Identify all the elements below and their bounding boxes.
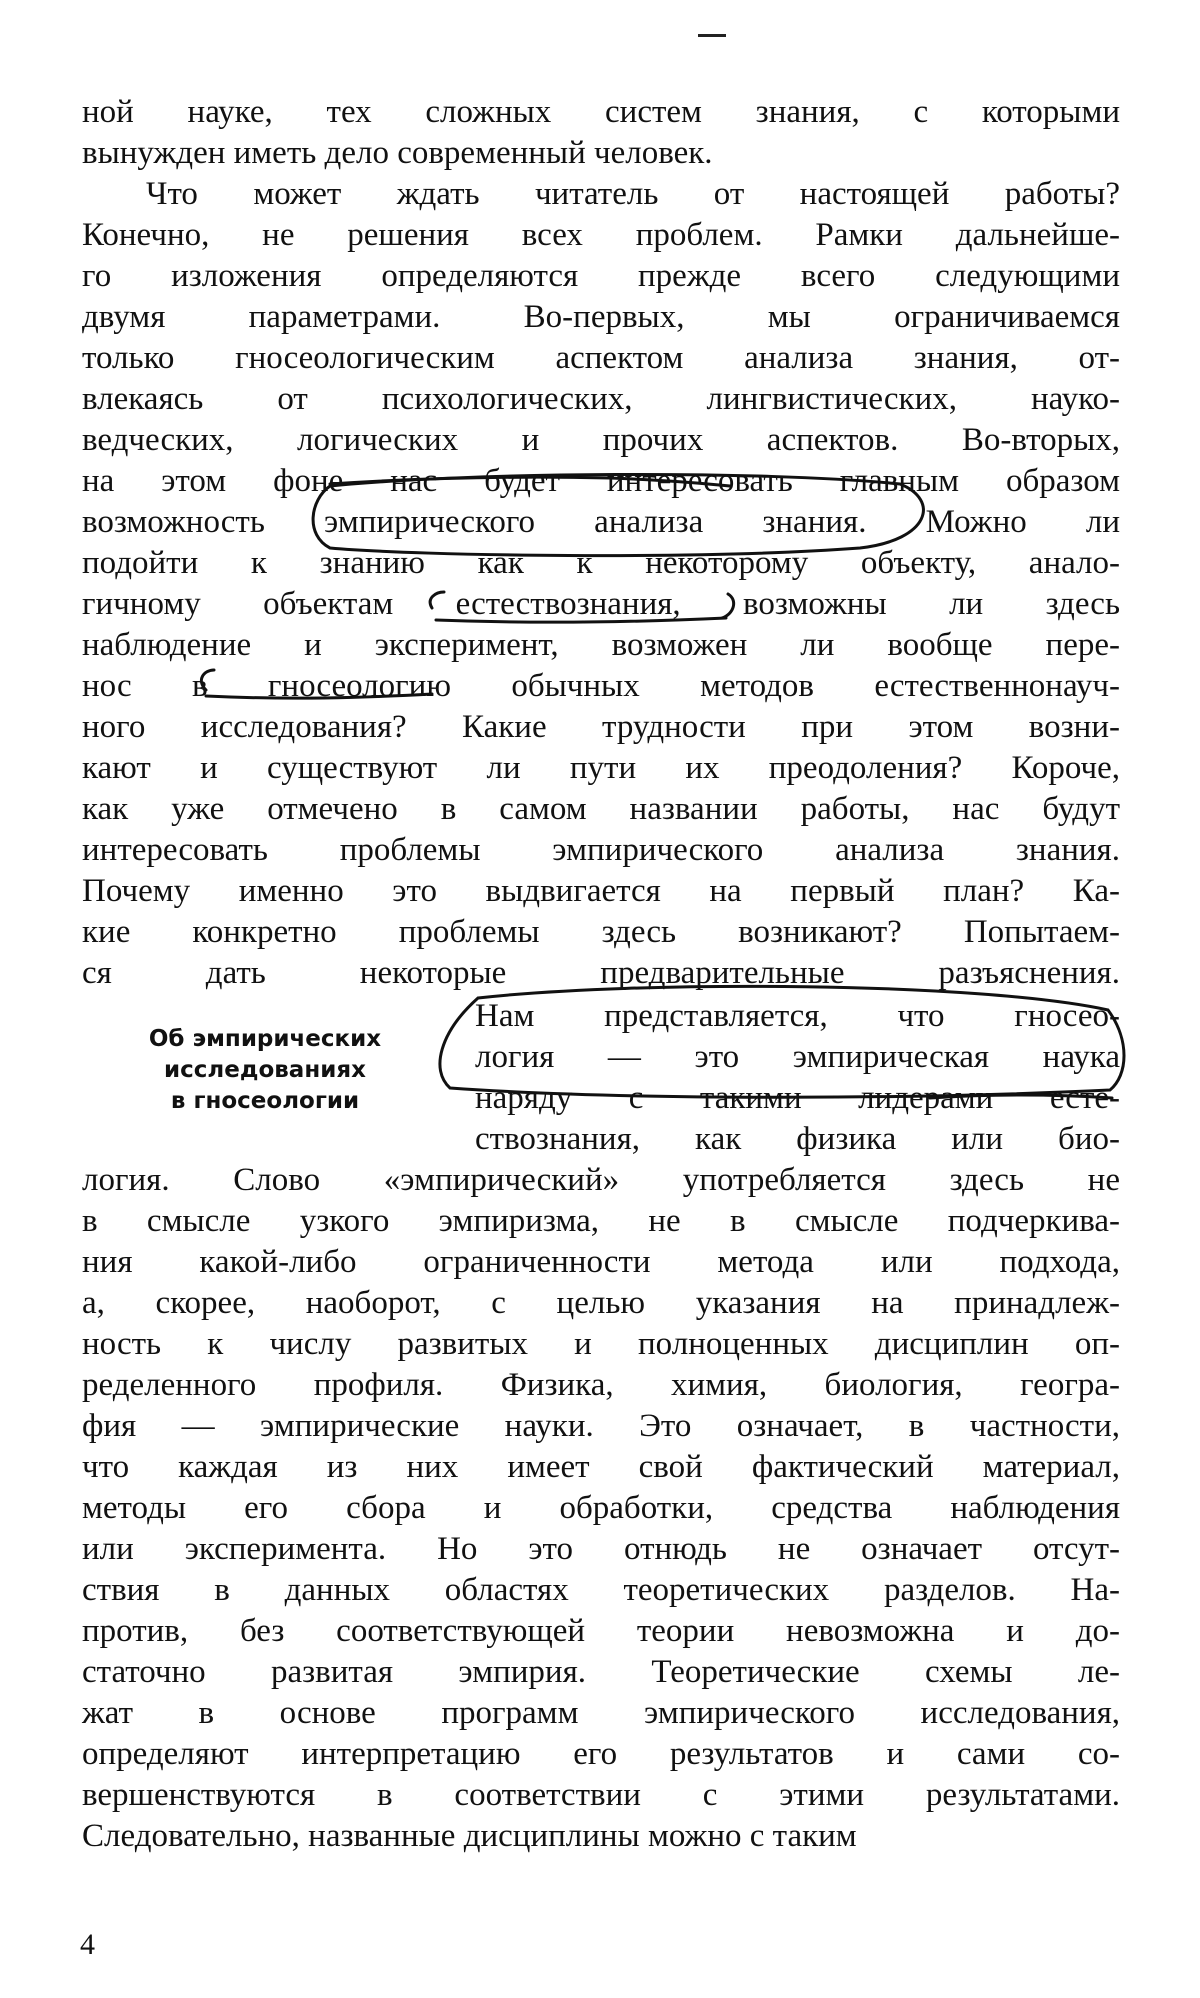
- text-line: как уже отмечено в самом названии работы, нас будут: [82, 791, 1120, 827]
- text-line: логия. Слово «эмпирический» употребляется здесь не: [82, 1162, 1120, 1198]
- text-line: подойти к знанию как к некоторому объекту, анало-: [82, 545, 1120, 581]
- text-line: в смысле узкого эмпиризма, не в смысле подчеркива-: [82, 1203, 1120, 1239]
- text-line: вершенствуются в соответствии с этими результатами.: [82, 1777, 1120, 1813]
- text-line: Конечно, не решения всех проблем. Рамки дальнейше-: [82, 217, 1120, 253]
- text-line: вынужден иметь дело современный человек.: [82, 135, 713, 171]
- text-line: ределенного профиля. Физика, химия, биология, геогра-: [82, 1367, 1120, 1403]
- text-line: только гносеологическим аспектом анализа знания, от-: [82, 340, 1120, 376]
- text-line: Что может ждать читатель от настоящей работы?: [146, 176, 1120, 212]
- side-heading-line: в гносеологии: [170, 1088, 360, 1114]
- text-line: определяют интерпретацию его результатов и сами со-: [82, 1736, 1120, 1772]
- text-line: ния какой-либо ограниченности метода или подхода,: [82, 1244, 1120, 1280]
- text-line: ного исследования? Какие трудности при этом возни-: [82, 709, 1120, 745]
- header-dash: [698, 34, 726, 37]
- text-line: кают и существуют ли пути их преодоления? Короче,: [82, 750, 1120, 786]
- text-line: наблюдение и эксперимент, возможен ли вообще пере-: [82, 627, 1120, 663]
- text-line: наряду с такими лидерами есте-: [475, 1080, 1120, 1116]
- text-line: двумя параметрами. Во-первых, мы ограничиваемся: [82, 299, 1120, 335]
- side-heading-line: Об эмпирических: [148, 1026, 382, 1052]
- side-heading-line: исследованиях: [164, 1057, 366, 1083]
- text-line: жат в основе программ эмпирического исследования,: [82, 1695, 1120, 1731]
- text-line: а, скорее, наоборот, с целью указания на принадлеж-: [82, 1285, 1120, 1321]
- text-line: ствия в данных областях теоретических разделов. На-: [82, 1572, 1120, 1608]
- text-line: гичному объектам естествознания, возможны ли здесь: [82, 586, 1120, 622]
- text-line: влекаясь от психологических, лингвистических, науко-: [82, 381, 1120, 417]
- text-line: ствознания, как физика или био-: [475, 1121, 1120, 1157]
- text-line: возможность эмпирического анализа знания. Можно ли: [82, 504, 1120, 540]
- page-number: 4: [80, 1928, 95, 1961]
- text-line: ность к числу развитых и полноценных дисциплин оп-: [82, 1326, 1120, 1362]
- text-line: логия — это эмпирическая наука: [475, 1039, 1120, 1075]
- text-line: ся дать некоторые предварительные разъяснения.: [82, 955, 1120, 991]
- text-line: или эксперимента. Но это отнюдь не означает отсут-: [82, 1531, 1120, 1567]
- text-line: что каждая из них имеет свой фактический материал,: [82, 1449, 1120, 1485]
- text-line: ной науке, тех сложных систем знания, с которыми: [82, 94, 1120, 130]
- text-line: статочно развитая эмпирия. Теоретические схемы ле-: [82, 1654, 1120, 1690]
- text-line: Следовательно, названные дисциплины можно с таким: [82, 1818, 857, 1854]
- text-line: фия — эмпирические науки. Это означает, в частности,: [82, 1408, 1120, 1444]
- text-line: методы его сбора и обработки, средства наблюдения: [82, 1490, 1120, 1526]
- text-line: ведческих, логических и прочих аспектов. Во-вторых,: [82, 422, 1120, 458]
- text-line: на этом фоне нас будет интересовать главным образом: [82, 463, 1120, 499]
- text-line: интересовать проблемы эмпирического анализа знания.: [82, 832, 1120, 868]
- text-line: против, без соответствующей теории невозможна и до-: [82, 1613, 1120, 1649]
- text-line: Нам представляется, что гносео-: [475, 998, 1120, 1034]
- side-heading: [100, 1024, 430, 1117]
- text-line: го изложения определяются прежде всего следующими: [82, 258, 1120, 294]
- text-line: Почему именно это выдвигается на первый план? Ка-: [82, 873, 1120, 909]
- text-line: нос в гносеологию обычных методов естественнонауч-: [82, 668, 1120, 704]
- text-line: кие конкретно проблемы здесь возникают? Попытаем-: [82, 914, 1120, 950]
